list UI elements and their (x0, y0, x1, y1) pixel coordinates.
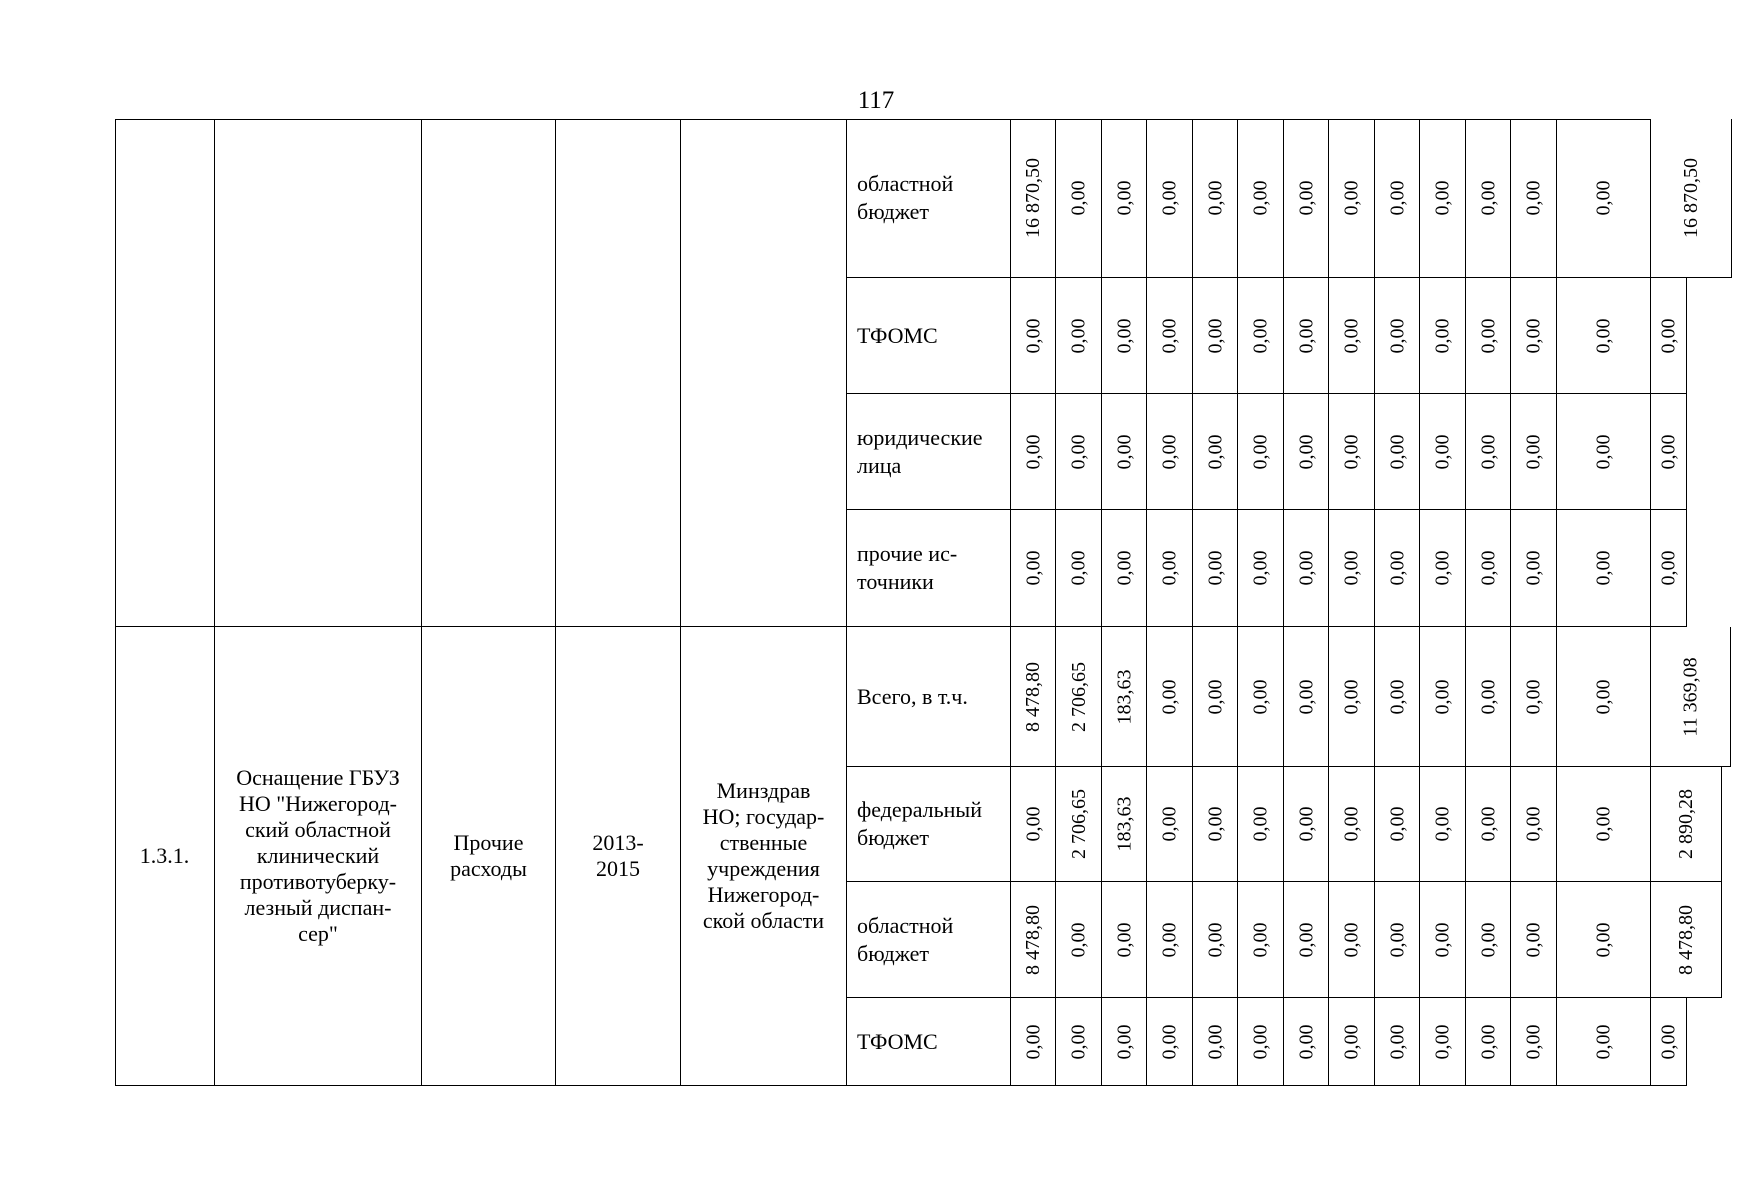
value-cell (1375, 882, 1420, 998)
value-text: 8 478,80 (1675, 904, 1697, 975)
expense-type (422, 119, 556, 627)
value-text: 0,00 (1249, 1024, 1272, 1059)
value-cell (1056, 998, 1102, 1086)
value-text: 0,00 (1249, 806, 1272, 842)
value-text: 16 870,50 (1680, 158, 1702, 238)
value-text: 0,00 (1340, 318, 1363, 353)
value-cell (1011, 394, 1056, 510)
value-text: 0,00 (1431, 679, 1454, 714)
value-text: 0,00 (1522, 434, 1545, 469)
funding-source: ТФОМС (847, 998, 1011, 1086)
value-cell (1011, 767, 1056, 882)
value-cell (1651, 882, 1722, 998)
value-cell (1102, 767, 1147, 882)
value-text: 0,00 (1522, 1024, 1545, 1059)
value-cell (1193, 767, 1238, 882)
value-text: 0,00 (1340, 1024, 1363, 1059)
value-cell (1420, 510, 1466, 627)
value-cell (1056, 627, 1102, 767)
value-text: 0,00 (1113, 434, 1135, 469)
value-cell (1420, 767, 1466, 882)
value-cell (1375, 627, 1420, 767)
value-cell (1193, 510, 1238, 627)
value-cell (1284, 882, 1329, 998)
value-cell (1056, 394, 1102, 510)
value-cell (1193, 394, 1238, 510)
value-cell (1238, 119, 1284, 278)
value-cell (1102, 882, 1147, 998)
value-text: 0,00 (1295, 806, 1317, 842)
value-text: 0,00 (1340, 922, 1363, 957)
value-text: 0,00 (1249, 550, 1272, 586)
value-text: 0,00 (1113, 318, 1135, 353)
value-cell (1193, 119, 1238, 278)
value-text: 0,00 (1113, 180, 1135, 216)
value-text: 8 478,80 (1022, 661, 1044, 732)
value-text: 0,00 (1022, 318, 1044, 353)
value-text: 0,00 (1295, 922, 1317, 957)
value-cell (1011, 998, 1056, 1086)
value-cell (1238, 278, 1284, 394)
value-cell (1420, 394, 1466, 510)
value-text: 0,00 (1477, 679, 1499, 714)
value-cell (1375, 119, 1420, 278)
funding-source: юридические лица (847, 394, 1011, 510)
row-number: 1.3.1. (115, 627, 215, 1086)
funding-source: прочие ис- точники (847, 510, 1011, 627)
funding-source: федеральный бюджет (847, 767, 1011, 882)
value-cell (1466, 278, 1511, 394)
value-text: 0,00 (1386, 180, 1408, 216)
value-text: 0,00 (1431, 550, 1454, 586)
value-cell (1102, 119, 1147, 278)
value-cell (1238, 510, 1284, 627)
value-cell (1511, 998, 1557, 1086)
value-cell (1147, 278, 1193, 394)
value-text: 0,00 (1067, 922, 1090, 957)
value-text: 0,00 (1158, 1024, 1181, 1059)
value-text: 0,00 (1522, 318, 1545, 353)
value-text: 0,00 (1522, 922, 1545, 957)
value-cell (1102, 627, 1147, 767)
funding-source: областной бюджет (847, 119, 1011, 278)
period: 2013- 2015 (556, 627, 681, 1086)
value-text: 0,00 (1431, 180, 1454, 216)
value-text: 0,00 (1386, 434, 1408, 469)
value-cell (1056, 119, 1102, 278)
value-text: 0,00 (1657, 318, 1680, 353)
value-text: 0,00 (1295, 318, 1317, 353)
value-text: 2 890,28 (1675, 789, 1697, 859)
value-text: 0,00 (1295, 679, 1317, 714)
value-cell (1284, 278, 1329, 394)
value-cell (1375, 278, 1420, 394)
value-text: 0,00 (1592, 318, 1615, 353)
value-cell (1193, 627, 1238, 767)
value-text: 0,00 (1249, 679, 1272, 714)
value-text: 0,00 (1592, 922, 1615, 957)
value-text: 0,00 (1340, 806, 1363, 842)
value-text: 0,00 (1522, 180, 1545, 216)
value-text: 0,00 (1158, 922, 1181, 957)
value-cell (1284, 767, 1329, 882)
value-text: 0,00 (1522, 806, 1545, 842)
value-cell (1284, 394, 1329, 510)
value-text: 0,00 (1592, 1024, 1615, 1059)
value-text: 0,00 (1022, 550, 1044, 586)
value-cell (1557, 882, 1651, 998)
value-text: 0,00 (1249, 922, 1272, 957)
value-text: 0,00 (1386, 806, 1408, 842)
value-text: 0,00 (1477, 180, 1499, 216)
value-cell (1329, 882, 1375, 998)
measure-name: Оснащение ГБУЗ НО "Нижегород- ский областной клинический противотуберку- лезный диспан- сер" (215, 627, 422, 1086)
funding-source: областной бюджет (847, 882, 1011, 998)
value-text: 0,00 (1295, 434, 1317, 469)
value-text: 0,00 (1204, 1024, 1226, 1059)
value-cell (1375, 998, 1420, 1086)
value-text: 0,00 (1431, 318, 1454, 353)
value-text: 0,00 (1249, 180, 1272, 216)
value-cell (1238, 767, 1284, 882)
value-text: 0,00 (1249, 434, 1272, 469)
value-cell (1651, 767, 1722, 882)
value-text: 0,00 (1022, 806, 1044, 842)
value-cell (1651, 278, 1687, 394)
value-text: 0,00 (1592, 679, 1615, 714)
value-text: 0,00 (1113, 1024, 1135, 1059)
value-text: 0,00 (1340, 434, 1363, 469)
value-cell (1511, 119, 1557, 278)
value-cell (1102, 394, 1147, 510)
value-text: 0,00 (1113, 922, 1135, 957)
value-cell (1056, 278, 1102, 394)
value-cell (1329, 998, 1375, 1086)
value-cell (1102, 278, 1147, 394)
value-cell (1238, 394, 1284, 510)
value-cell (1511, 510, 1557, 627)
value-text: 0,00 (1431, 1024, 1454, 1059)
value-text: 0,00 (1158, 550, 1181, 586)
value-cell (1329, 119, 1375, 278)
value-cell (1147, 510, 1193, 627)
value-cell (1511, 278, 1557, 394)
value-text: 0,00 (1477, 318, 1499, 353)
value-text: 0,00 (1386, 679, 1408, 714)
value-text: 0,00 (1592, 434, 1615, 469)
value-text: 0,00 (1204, 679, 1226, 714)
value-cell (1238, 627, 1284, 767)
row-number (115, 119, 215, 627)
value-text: 0,00 (1158, 180, 1181, 216)
value-cell (1284, 998, 1329, 1086)
value-text: 0,00 (1522, 679, 1545, 714)
value-cell (1238, 882, 1284, 998)
value-cell (1375, 394, 1420, 510)
value-text: 0,00 (1431, 806, 1454, 842)
value-text: 0,00 (1067, 1024, 1090, 1059)
value-cell (1056, 510, 1102, 627)
value-text: 0,00 (1204, 434, 1226, 469)
funding-source: ТФОМС (847, 278, 1011, 394)
value-cell (1466, 510, 1511, 627)
value-cell (1011, 119, 1056, 278)
value-text: 0,00 (1657, 1024, 1680, 1059)
value-text: 0,00 (1592, 180, 1615, 216)
value-cell (1466, 767, 1511, 882)
value-cell (1329, 510, 1375, 627)
value-cell (1193, 998, 1238, 1086)
value-text: 0,00 (1295, 1024, 1317, 1059)
value-cell (1557, 394, 1651, 510)
value-cell (1056, 767, 1102, 882)
value-cell (1284, 627, 1329, 767)
expense-type: Прочие расходы (422, 627, 556, 1086)
measure-name (215, 119, 422, 627)
value-cell (1147, 394, 1193, 510)
value-text: 0,00 (1477, 922, 1499, 957)
page-number: 117 (857, 87, 895, 114)
value-cell (1651, 510, 1687, 627)
value-text: 0,00 (1204, 550, 1226, 586)
executor: Минздрав НО; государ- ственные учреждения Нижегород- ской области (681, 627, 847, 1086)
value-text: 0,00 (1204, 922, 1226, 957)
value-cell (1557, 627, 1651, 767)
value-cell (1557, 119, 1651, 278)
value-text: 0,00 (1657, 434, 1680, 469)
value-text: 2 706,65 (1067, 789, 1090, 859)
value-cell (1511, 767, 1557, 882)
value-cell (1466, 394, 1511, 510)
value-cell (1011, 510, 1056, 627)
value-cell (1329, 767, 1375, 882)
value-cell (1329, 278, 1375, 394)
value-cell (1147, 119, 1193, 278)
value-text: 0,00 (1158, 806, 1181, 842)
value-text: 0,00 (1113, 550, 1135, 586)
value-cell (1511, 882, 1557, 998)
value-cell (1193, 278, 1238, 394)
value-cell (1651, 998, 1687, 1086)
value-cell (1511, 627, 1557, 767)
value-cell (1375, 767, 1420, 882)
value-text: 0,00 (1386, 318, 1408, 353)
value-cell (1420, 278, 1466, 394)
value-text: 0,00 (1340, 180, 1363, 216)
value-text: 11 369,08 (1679, 656, 1702, 737)
value-cell (1557, 767, 1651, 882)
value-cell (1420, 627, 1466, 767)
value-text: 0,00 (1067, 550, 1090, 586)
value-text: 0,00 (1158, 434, 1181, 469)
value-text: 0,00 (1386, 550, 1408, 586)
value-text: 0,00 (1477, 550, 1499, 586)
value-cell (1466, 998, 1511, 1086)
value-cell (1102, 510, 1147, 627)
value-cell (1420, 882, 1466, 998)
value-text: 0,00 (1067, 180, 1090, 216)
value-cell (1147, 882, 1193, 998)
value-text: 0,00 (1204, 318, 1226, 353)
value-cell (1466, 119, 1511, 278)
value-text: 0,00 (1340, 550, 1363, 586)
value-cell (1238, 998, 1284, 1086)
value-cell (1011, 882, 1056, 998)
value-text: 0,00 (1657, 550, 1680, 586)
value-text: 0,00 (1592, 806, 1615, 842)
value-text: 0,00 (1158, 679, 1181, 714)
value-cell (1056, 882, 1102, 998)
funding-source: Всего, в т.ч. (847, 627, 1011, 767)
value-text: 0,00 (1204, 806, 1226, 842)
value-cell (1420, 998, 1466, 1086)
value-text: 16 870,50 (1022, 158, 1044, 238)
value-text: 0,00 (1249, 318, 1272, 353)
value-cell (1329, 627, 1375, 767)
value-text: 0,00 (1522, 550, 1545, 586)
value-cell (1511, 394, 1557, 510)
value-cell (1420, 119, 1466, 278)
value-text: 0,00 (1022, 1024, 1044, 1059)
value-cell (1284, 119, 1329, 278)
value-text: 0,00 (1295, 180, 1317, 216)
value-cell (1557, 510, 1651, 627)
value-cell (1147, 627, 1193, 767)
value-cell (1651, 119, 1732, 278)
value-text: 0,00 (1477, 806, 1499, 842)
value-cell (1651, 627, 1731, 767)
value-text: 0,00 (1067, 434, 1090, 469)
value-text: 183,63 (1113, 669, 1135, 724)
value-text: 0,00 (1295, 550, 1317, 586)
value-cell (1466, 627, 1511, 767)
value-cell (1651, 394, 1687, 510)
value-text: 2 706,65 (1067, 661, 1090, 732)
value-text: 0,00 (1340, 679, 1363, 714)
value-text: 0,00 (1386, 922, 1408, 957)
value-cell (1147, 998, 1193, 1086)
value-cell (1102, 998, 1147, 1086)
value-text: 0,00 (1204, 180, 1226, 216)
value-cell (1466, 882, 1511, 998)
value-cell (1375, 510, 1420, 627)
value-text: 0,00 (1477, 1024, 1499, 1059)
value-text: 0,00 (1022, 434, 1044, 469)
value-text: 0,00 (1431, 922, 1454, 957)
value-text: 0,00 (1592, 550, 1615, 586)
value-text: 183,63 (1113, 796, 1135, 852)
value-text: 0,00 (1067, 318, 1090, 353)
value-text: 0,00 (1386, 1024, 1408, 1059)
value-cell (1011, 278, 1056, 394)
value-cell (1147, 767, 1193, 882)
value-cell (1557, 278, 1651, 394)
executor (681, 119, 847, 627)
period (556, 119, 681, 627)
value-cell (1329, 394, 1375, 510)
value-cell (1284, 510, 1329, 627)
value-cell (1011, 627, 1056, 767)
value-text: 8 478,80 (1022, 904, 1044, 975)
value-text: 0,00 (1477, 434, 1499, 469)
value-text: 0,00 (1158, 318, 1181, 353)
value-text: 0,00 (1431, 434, 1454, 469)
value-cell (1193, 882, 1238, 998)
value-cell (1557, 998, 1651, 1086)
